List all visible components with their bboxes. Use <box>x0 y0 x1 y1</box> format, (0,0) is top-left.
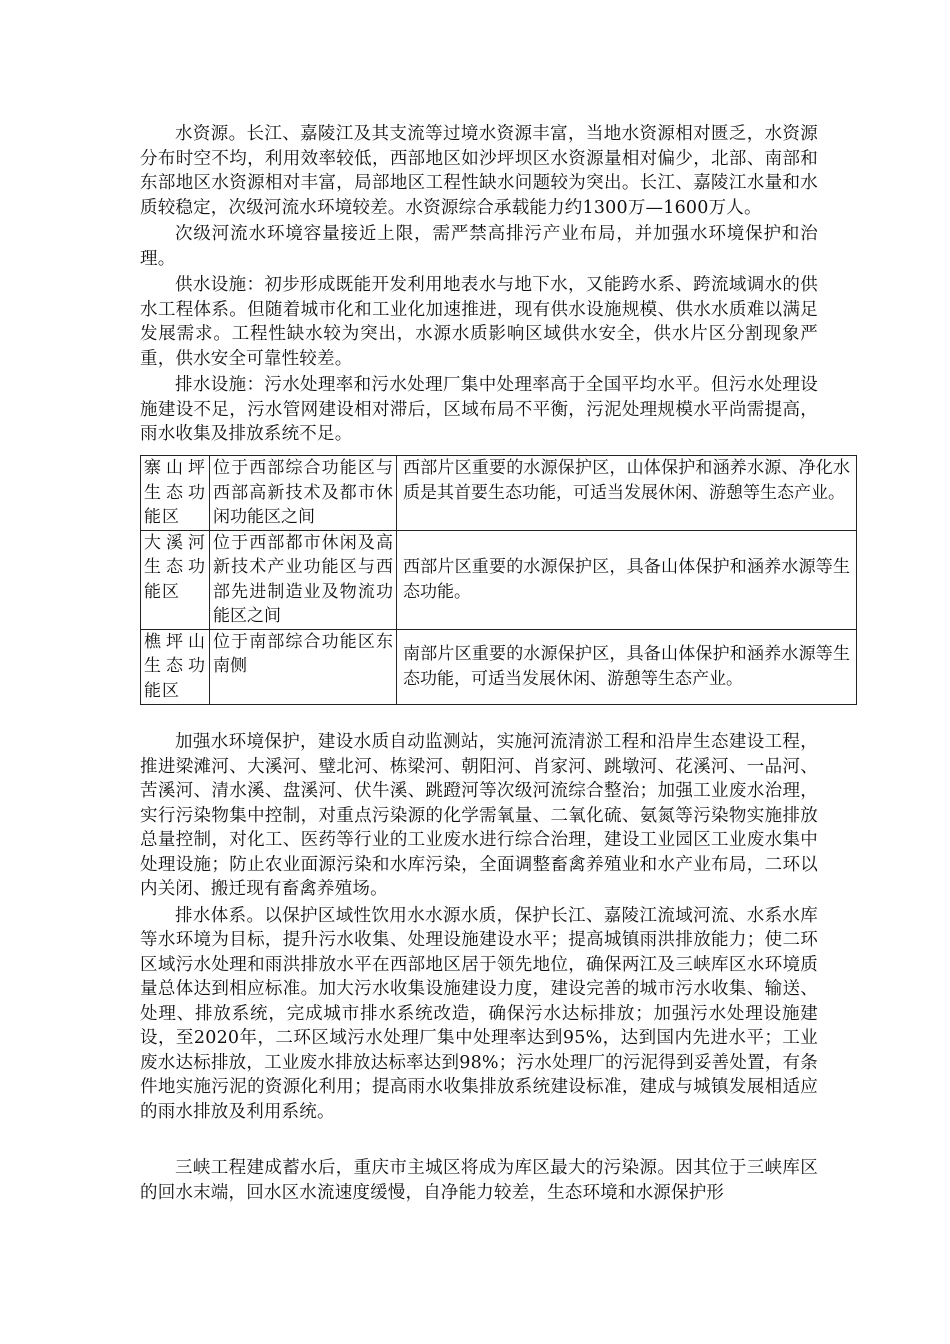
zone-location: 位于南部综合功能区东南侧 <box>210 629 397 704</box>
intro-section <box>140 122 818 447</box>
zone-name: 樵坪山生态功能区 <box>141 629 210 704</box>
paragraph-drainage: 排水设施：污水处理率和污水处理厂集中处理率高于全国平均水平。但污水处理设施建设不足，污水管网建设相对滞后，区域布局不平衡，污泥处理规模水平尚需提高，雨水收集及排放系统不足。 <box>140 375 818 444</box>
measures-section <box>140 730 818 1124</box>
zone-description: 南部片区重要的水源保护区，具备山体保护和涵养水源等生态功能，可适当发展休闲、游憩等生态产业。 <box>397 629 857 704</box>
zone-description: 西部片区重要的水源保护区，山体保护和涵养水源、净化水质是其首要生态功能，可适当发展休闲、游憩等生态产业。 <box>397 456 857 531</box>
paragraph-three-gorges: 三峡工程建成蓄水后，重庆市主城区将成为库区最大的污染源。因其位于三峡库区的回水末端，回水区水流速度缓慢，自净能力较差，生态环境和水源保护形 <box>140 1158 818 1203</box>
closing-section <box>140 1156 818 1205</box>
zone-name: 大溪河生态功能区 <box>141 530 210 629</box>
paragraph-water-supply: 供水设施：初步形成既能开发利用地表水与地下水，又能跨水系、跨流域调水的供水工程体系。但随着城市化和工业化加速推进，现有供水设施规模、供水水质难以满足发展需求。工程性缺水较为突出，水源水质影响区域供水安全，供水片区分割现象严重，供水安全可靠性较差。 <box>140 275 818 369</box>
paragraph-water-protection: 加强水环境保护，建设水质自动监测站，实施河流清淤工程和沿岸生态建设工程，推进梁滩河、大溪河、璧北河、栋梁河、朝阳河、肖家河、跳墩河、花溪河、一品河、苦溪河、清水溪、盘溪河、伏牛溪、跳蹬河等次级河流综合整治；加强工业废水治理，实行污染物集中控制，对重点污染源的化学需氧量、二氧化硫、氨氮等污染物实施排放总量控制，对化工、医药等行业的工业废水进行综合治理，建设工业园区工业废水集中处理设施；防止农业面源污染和水库污染，全面调整畜禽养殖业和水产业布局，二环以内关闭、搬迁现有畜禽养殖场。 <box>140 732 818 899</box>
ecological-zones-table <box>140 455 857 705</box>
zone-description: 西部片区重要的水源保护区，具备山体保护和涵养水源等生态功能。 <box>397 530 857 629</box>
table-row <box>141 629 857 704</box>
paragraph-river-capacity: 次级河流水环境容量接近上限，需严禁高排污产业布局，并加强水环境保护和治理。 <box>140 224 818 269</box>
paragraph-water-resources: 水资源。长江、嘉陵江及其支流等过境水资源丰富，当地水资源相对匮乏，水资源分布时空不均，利用效率较低，西部地区如沙坪坝区水资源量相对偏少，北部、南部和东部地区水资源相对丰富，局部地区工程性缺水问题较为突出。长江、嘉陵江水量和水质较稳定，次级河流水环境较差。水资源综合承载能力约1300万—1600万人。 <box>140 124 818 218</box>
table-row <box>141 456 857 531</box>
zone-location: 位于西部综合功能区与西部高新技术及都市休闲功能区之间 <box>210 456 397 531</box>
paragraph-drainage-system: 排水体系。以保护区域性饮用水水源水质，保护长江、嘉陵江流域河流、水系水库等水环境为目标，提升污水收集、处理设施建设水平；提高城镇雨洪排放能力；使二环区域污水处理和雨洪排放水平在西部地区居于领先地位，确保两江及三峡库区水环境质量总体达到相应标准。加大污水收集设施建设力度，建设完善的城市污水收集、输送、处理、排放系统，完成城市排水系统改造，确保污水达标排放；加强污水处理设施建设，至2020年，二环区域污水处理厂集中处理率达到95%，达到国内先进水平；工业废水达标排放，工业废水排放达标率达到98%；污水处理厂的污泥得到妥善处置，有条件地实施污泥的资源化利用；提高雨水收集排放系统建设标准，建成与城镇发展相适应的雨水排放及利用系统。 <box>140 905 818 1122</box>
table-row <box>141 530 857 629</box>
zone-location: 位于西部都市休闲及高新技术产业功能区与西部先进制造业及物流功能区之间 <box>210 530 397 629</box>
zone-name: 寨山坪生态功能区 <box>141 456 210 531</box>
